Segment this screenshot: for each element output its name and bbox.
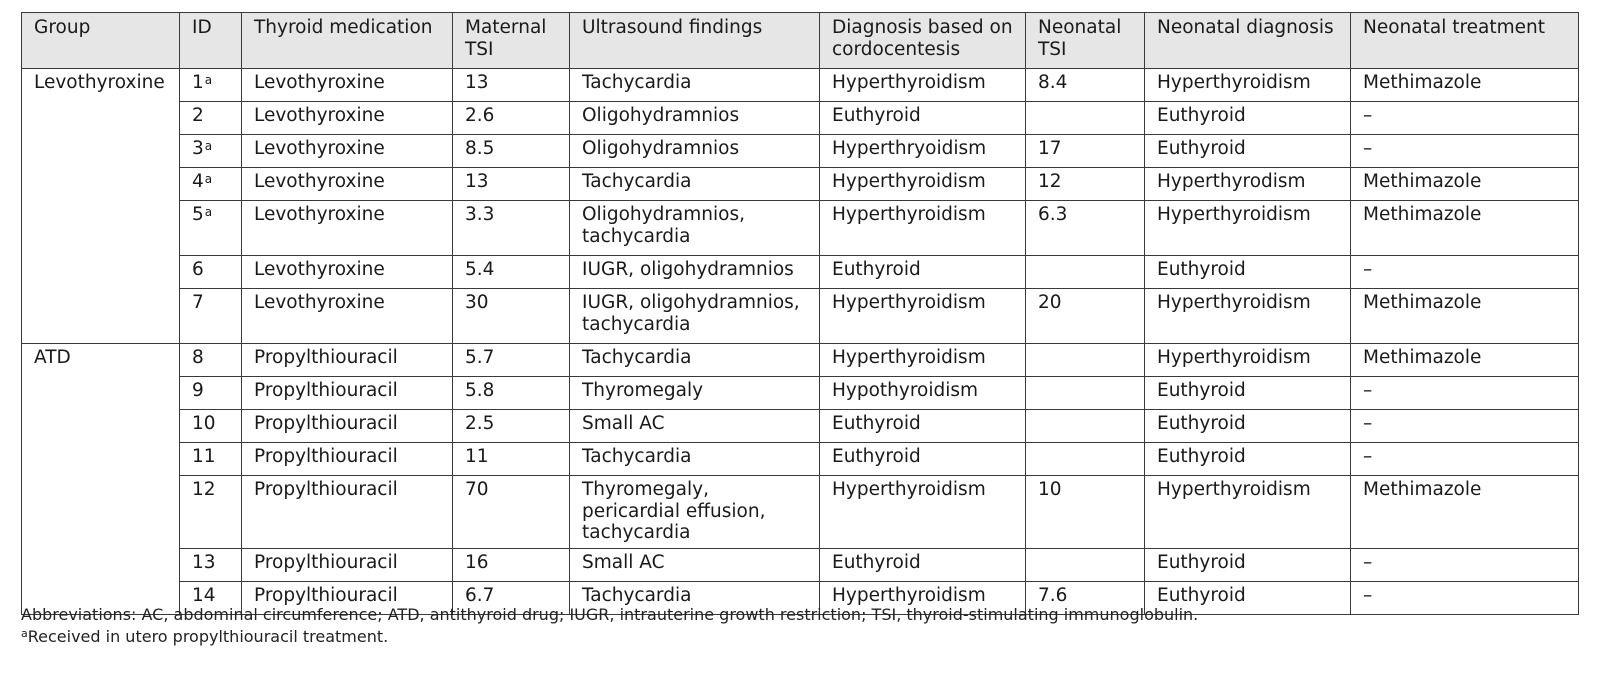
neonatal-tsi-cell: 6.3 xyxy=(1026,201,1145,256)
id-value: 2 xyxy=(192,105,204,126)
medication-cell: Levothyroxine xyxy=(242,135,453,168)
neonatal-tsi-cell xyxy=(1026,548,1145,581)
cordocentesis-cell: Hyperthyroidism xyxy=(820,289,1026,344)
header-ultrasound: Ultrasound findings xyxy=(570,13,820,69)
table-row xyxy=(22,102,1579,135)
table-row xyxy=(22,289,1579,344)
neonatal-diagnosis-cell: Euthyroid xyxy=(1145,548,1351,581)
medication-cell: Propylthiouracil xyxy=(242,476,453,549)
data-table-container xyxy=(21,12,1578,615)
header-id: ID xyxy=(180,13,242,69)
neonatal-diagnosis-cell: Hyperthyroidism xyxy=(1145,344,1351,377)
maternal-tsi-cell: 6.7 xyxy=(453,581,570,614)
ultrasound-cell: Oligohydramnios, tachycardia xyxy=(570,201,820,256)
cordocentesis-cell: Hyperthyroidism xyxy=(820,344,1026,377)
ultrasound-cell: Tachycardia xyxy=(570,443,820,476)
cordocentesis-cell: Hyperthyroidism xyxy=(820,168,1026,201)
table-row xyxy=(22,201,1579,256)
table-row xyxy=(22,476,1579,549)
medication-cell: Propylthiouracil xyxy=(242,344,453,377)
neonatal-treatment-cell: – xyxy=(1351,581,1579,614)
header-neonatal-treatment: Neonatal treatment xyxy=(1351,13,1579,69)
header-cordocentesis: Diagnosis based on cordocentesis xyxy=(820,13,1026,69)
id-value: 8 xyxy=(192,347,204,368)
medication-cell: Levothyroxine xyxy=(242,168,453,201)
ultrasound-cell: Small AC xyxy=(570,410,820,443)
table-row xyxy=(22,69,1579,102)
neonatal-treatment-cell: Methimazole xyxy=(1351,289,1579,344)
group-cell: ATD xyxy=(22,344,180,615)
neonatal-treatment-cell: – xyxy=(1351,410,1579,443)
neonatal-diagnosis-cell: Euthyroid xyxy=(1145,377,1351,410)
medication-cell: Propylthiouracil xyxy=(242,548,453,581)
footnote-marker: a xyxy=(204,73,213,87)
neonatal-diagnosis-cell: Euthyroid xyxy=(1145,102,1351,135)
neonatal-treatment-cell: Methimazole xyxy=(1351,168,1579,201)
neonatal-diagnosis-cell: Euthyroid xyxy=(1145,135,1351,168)
neonatal-diagnosis-cell: Euthyroid xyxy=(1145,410,1351,443)
id-cell xyxy=(180,344,242,377)
neonatal-tsi-cell xyxy=(1026,410,1145,443)
table-row xyxy=(22,344,1579,377)
id-cell xyxy=(180,548,242,581)
id-cell xyxy=(180,201,242,256)
ultrasound-cell: Thyromegaly, pericardial effusion, tachycardia xyxy=(570,476,820,549)
id-cell xyxy=(180,256,242,289)
footnote-marker: a xyxy=(204,172,213,186)
table-header xyxy=(22,13,1579,69)
maternal-tsi-cell: 13 xyxy=(453,69,570,102)
medication-cell: Levothyroxine xyxy=(242,69,453,102)
id-cell xyxy=(180,410,242,443)
id-value: 4 xyxy=(192,171,204,192)
abbreviations-note: Abbreviations: AC, abdominal circumference; ATD, antithyroid drug; IUGR, intrauterine growth restriction; TSI, thyroid-stimulating immunoglobulin. xyxy=(21,605,1199,624)
cordocentesis-cell: Euthyroid xyxy=(820,256,1026,289)
neonatal-treatment-cell: Methimazole xyxy=(1351,476,1579,549)
footnote-marker: a xyxy=(204,205,213,219)
neonatal-diagnosis-cell: Euthyroid xyxy=(1145,256,1351,289)
id-cell xyxy=(180,377,242,410)
ultrasound-cell: Tachycardia xyxy=(570,168,820,201)
footnote-text: Received in utero propylthiouracil treatment. xyxy=(27,627,389,646)
id-cell xyxy=(180,289,242,344)
neonatal-tsi-cell: 17 xyxy=(1026,135,1145,168)
ultrasound-cell: IUGR, oligohydramnios, tachycardia xyxy=(570,289,820,344)
neonatal-tsi-cell xyxy=(1026,256,1145,289)
ultrasound-cell: Oligohydramnios xyxy=(570,135,820,168)
cordocentesis-cell: Euthyroid xyxy=(820,548,1026,581)
id-value: 14 xyxy=(192,584,216,606)
id-value: 12 xyxy=(192,479,216,500)
header-neonatal-diagnosis: Neonatal diagnosis xyxy=(1145,13,1351,69)
ultrasound-cell: Oligohydramnios xyxy=(570,102,820,135)
neonatal-treatment-cell: Methimazole xyxy=(1351,69,1579,102)
footnote-marker: a xyxy=(204,139,213,153)
neonatal-treatment-cell: Methimazole xyxy=(1351,201,1579,256)
id-value: 5 xyxy=(192,204,204,225)
maternal-tsi-cell: 2.6 xyxy=(453,102,570,135)
medication-cell: Levothyroxine xyxy=(242,256,453,289)
id-value: 6 xyxy=(192,259,204,280)
data-table xyxy=(21,12,1579,615)
neonatal-tsi-cell: 10 xyxy=(1026,476,1145,549)
cordocentesis-cell: Euthyroid xyxy=(820,443,1026,476)
table-row xyxy=(22,256,1579,289)
table-row xyxy=(22,443,1579,476)
medication-cell: Propylthiouracil xyxy=(242,377,453,410)
cordocentesis-cell: Hyperthryoidism xyxy=(820,135,1026,168)
id-cell xyxy=(180,168,242,201)
ultrasound-cell: Thyromegaly xyxy=(570,377,820,410)
header-neonatal-tsi: Neonatal TSI xyxy=(1026,13,1145,69)
neonatal-treatment-cell: – xyxy=(1351,135,1579,168)
table-body xyxy=(22,69,1579,615)
table-row xyxy=(22,548,1579,581)
ultrasound-cell: Tachycardia xyxy=(570,344,820,377)
neonatal-treatment-cell: – xyxy=(1351,377,1579,410)
id-value: 11 xyxy=(192,446,216,467)
neonatal-tsi-cell xyxy=(1026,102,1145,135)
medication-cell: Propylthiouracil xyxy=(242,410,453,443)
neonatal-diagnosis-cell: Hyperthyrodism xyxy=(1145,168,1351,201)
maternal-tsi-cell: 16 xyxy=(453,548,570,581)
cordocentesis-cell: Hyperthyroidism xyxy=(820,201,1026,256)
id-cell xyxy=(180,135,242,168)
neonatal-diagnosis-cell: Euthyroid xyxy=(1145,581,1351,614)
table-row xyxy=(22,410,1579,443)
maternal-tsi-cell: 5.4 xyxy=(453,256,570,289)
cordocentesis-cell: Hyperthyroidism xyxy=(820,69,1026,102)
maternal-tsi-cell: 3.3 xyxy=(453,201,570,256)
maternal-tsi-cell: 5.8 xyxy=(453,377,570,410)
medication-cell: Levothyroxine xyxy=(242,102,453,135)
cordocentesis-cell: Hypothyroidism xyxy=(820,377,1026,410)
neonatal-tsi-cell: 8.4 xyxy=(1026,69,1145,102)
maternal-tsi-cell: 13 xyxy=(453,168,570,201)
neonatal-treatment-cell: – xyxy=(1351,443,1579,476)
id-value: 3 xyxy=(192,138,204,159)
group-cell: Levothyroxine xyxy=(22,69,180,344)
table-row xyxy=(22,377,1579,410)
medication-cell: Levothyroxine xyxy=(242,289,453,344)
header-maternal-tsi: Maternal TSI xyxy=(453,13,570,69)
cordocentesis-cell: Euthyroid xyxy=(820,102,1026,135)
neonatal-treatment-cell: – xyxy=(1351,102,1579,135)
medication-cell: Levothyroxine xyxy=(242,201,453,256)
neonatal-tsi-cell xyxy=(1026,344,1145,377)
cordocentesis-cell: Euthyroid xyxy=(820,410,1026,443)
maternal-tsi-cell: 2.5 xyxy=(453,410,570,443)
medication-cell: Propylthiouracil xyxy=(242,581,453,614)
header-group: Group xyxy=(22,13,180,69)
ultrasound-cell: IUGR, oligohydramnios xyxy=(570,256,820,289)
header-row xyxy=(22,13,1579,69)
neonatal-diagnosis-cell: Hyperthyroidism xyxy=(1145,69,1351,102)
id-cell xyxy=(180,476,242,549)
medication-cell: Propylthiouracil xyxy=(242,443,453,476)
ultrasound-cell: Small AC xyxy=(570,548,820,581)
id-value: 1 xyxy=(192,72,204,93)
footnote-a xyxy=(21,626,1198,648)
neonatal-diagnosis-cell: Hyperthyroidism xyxy=(1145,201,1351,256)
id-cell xyxy=(180,102,242,135)
table-row xyxy=(22,168,1579,201)
table-row xyxy=(22,135,1579,168)
neonatal-tsi-cell: 20 xyxy=(1026,289,1145,344)
footnote-marker: a xyxy=(21,627,28,640)
neonatal-tsi-cell: 7.6 xyxy=(1026,581,1145,614)
neonatal-tsi-cell xyxy=(1026,377,1145,410)
maternal-tsi-cell: 30 xyxy=(453,289,570,344)
id-value: 7 xyxy=(192,292,204,313)
id-value: 9 xyxy=(192,380,204,401)
neonatal-diagnosis-cell: Euthyroid xyxy=(1145,443,1351,476)
neonatal-tsi-cell: 12 xyxy=(1026,168,1145,201)
neonatal-diagnosis-cell: Hyperthyroidism xyxy=(1145,289,1351,344)
footnotes xyxy=(21,604,1198,648)
neonatal-treatment-cell: – xyxy=(1351,256,1579,289)
neonatal-treatment-cell: – xyxy=(1351,548,1579,581)
maternal-tsi-cell: 70 xyxy=(453,476,570,549)
neonatal-diagnosis-cell: Hyperthyroidism xyxy=(1145,476,1351,549)
ultrasound-cell: Tachycardia xyxy=(570,581,820,614)
id-value: 10 xyxy=(192,413,216,434)
id-cell xyxy=(180,443,242,476)
neonatal-treatment-cell: Methimazole xyxy=(1351,344,1579,377)
id-cell xyxy=(180,69,242,102)
neonatal-tsi-cell xyxy=(1026,443,1145,476)
id-value: 13 xyxy=(192,551,216,573)
ultrasound-cell: Tachycardia xyxy=(570,69,820,102)
maternal-tsi-cell: 11 xyxy=(453,443,570,476)
maternal-tsi-cell: 5.7 xyxy=(453,344,570,377)
header-medication: Thyroid medication xyxy=(242,13,453,69)
cordocentesis-cell: Hyperthyroidism xyxy=(820,476,1026,549)
maternal-tsi-cell: 8.5 xyxy=(453,135,570,168)
cordocentesis-cell: Hyperthyroidism xyxy=(820,581,1026,614)
